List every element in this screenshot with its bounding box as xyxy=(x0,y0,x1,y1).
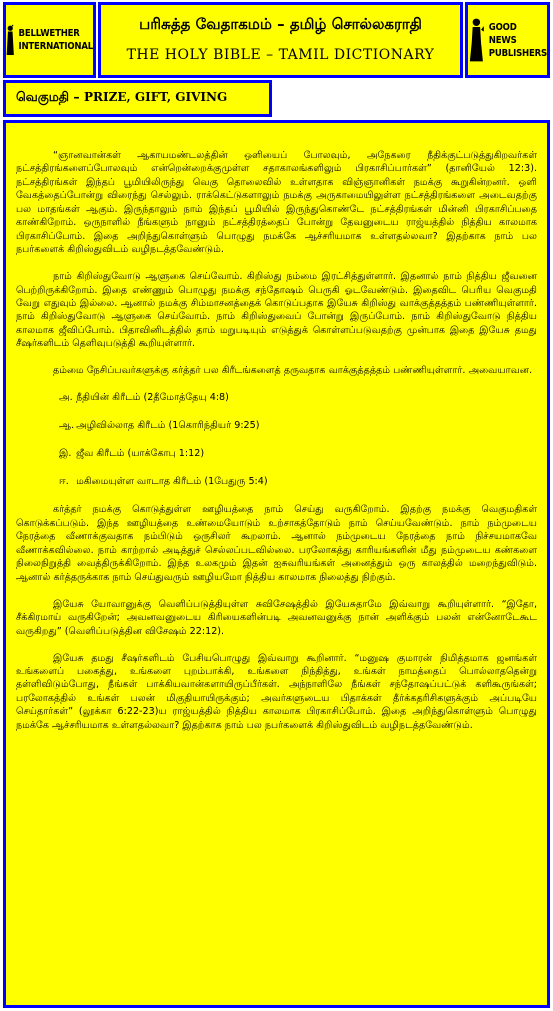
topic-separator: – xyxy=(73,89,80,104)
paragraph-stars: “ஞானவான்கள் ஆகாயமண்டலத்தின் ஒளியைப் போலவும், அநேகரை நீதிக்குட்படுத்துகிறவர்கள் நட்சத்திரங்களைப்போலவும் என்றென்றைக்குமுள்ள சதாகாலங்களிலும் பிரகாசிப்பார்கள்” (தானியேல் 12:3). நட்சத்திரங்கள் இந்தப் பூமியிலிருந்து வெகு தொலைவில் உள்ளதாக விஞ்ஞானிகள் நமக்கு கூறுகின்றனர். ஒளி வேகத்தைப்போன்று விரைந்து செல்லும். ராக்கெட்டுகளாலும் நமக்கு அருகாமையிலுள்ள நட்சத்திரங்களை அடைவதற்கு பல மாதங்கள் ஆகும். இருந்தாலும் நாம் இந்தப் பூமியில் இருந்துகொண்டே நட்சத்திரங்கள் மின்னி பிரகாசிப்பதை காண்கிறோம். ஒருநாளில் நீங்களும் நானும் நட்சத்திரத்தைப் போன்று தேவனுடைய ராஜ்யத்தில் நித்திய காலமாக பிரகாசிப்போம். இதை அறிந்துகொள்ளும் பொழுது நமக்கே ஆச்சரியமாக உள்ளதல்லவா? இதற்காக நாம் பல நபர்களைக் கிறிஸ்துவிடம் வழிநடத்தவேண்டும். xyxy=(16,150,537,256)
crown-item xyxy=(16,447,537,460)
topic-box xyxy=(3,80,272,117)
topic-heading xyxy=(6,83,269,106)
paragraph-reign: நாம் கிறிஸ்துவோடு ஆளுகை செய்வோம். கிறிஸ்து நம்மை இரட்சித்துள்ளார். இதனால் நாம் நித்திய ஜீவனை பெற்றிருக்கிறோம். இதை எண்ணும் பொழுது நமக்கு சந்தோஷம் பெருகி ஓடவேண்டும். இதைவிட பெரிய வெகுமதி வேறு எதுவும் இல்லை. ஆனால் நமக்கு சிம்மாசனத்தைக் கொடுப்பதாக இயேசு கிறிஸ்து வாக்குத்தத்தம் பண்ணியுள்ளார். நாம் கிறிஸ்துவோடு ஆளுகை செய்வோம். நாம் கிறிஸ்துவைப் போன்று இருப்போம். நாம் கிறிஸ்துவோடு நித்திய காலமாக ஜீவிப்போம். பிதாவினிடத்தில் தாம் மறுபடியும் எடுத்துக் கொள்ளப்படுவதற்கு முன்பாக இதை இயேசு தமது சீஷர்களிடம் தெளிவுபடுத்தி கூறியுள்ளார். xyxy=(16,271,537,350)
topic-english: PRIZE, GIFT, GIVING xyxy=(84,90,228,104)
bellwether-logo xyxy=(3,2,96,78)
topic-tamil: வெகுமதி xyxy=(16,89,70,104)
crown-label: ஈ. xyxy=(59,476,69,488)
crown-text: அழிவில்லாத கிரீடம் (1கொரிந்தியர் 9:25) xyxy=(76,420,260,432)
crown-text: மகிமையுள்ள வாடாத கிரீடம் (1பேதுரு 5:4) xyxy=(76,476,268,488)
crown-label: ஆ. xyxy=(59,420,75,432)
title-tamil: பரிசுத்த வேதாகமம் – தமிழ் சொல்லகராதி xyxy=(139,15,422,33)
left-logo-text: BELLWETHER INTERNATIONAL xyxy=(18,28,93,52)
crown-text: நீதியின் கிரீடம் (2தீமோத்தேயு 4:8) xyxy=(76,392,229,404)
good-news-logo xyxy=(465,2,550,78)
paragraph-revelation: இயேசு யோவானுக்கு வெளிப்படுத்தியுள்ள சுவிசேஷத்தில் இயேசுதாமே இவ்வாறு கூறியுள்ளார். “இதோ, சீக்கிரமாய் வருகிறேன்; அவனவனுடைய கிரியைகளின்படி அவனவனுக்கு நான் அளிக்கும் பலன் என்னோடேகூட வருகிறது” (வெளிப்படுத்தின விசேஷம் 22:12). xyxy=(16,598,537,637)
crown-text: ஜீவ கிரீடம் (யாக்கோபு 1:12) xyxy=(76,448,205,460)
article-body xyxy=(3,120,550,1008)
title-english: THE HOLY BIBLE – TAMIL DICTIONARY xyxy=(126,47,435,63)
crown-item xyxy=(16,391,537,404)
messenger-icon xyxy=(468,15,485,65)
shepherd-icon xyxy=(6,15,15,65)
crown-label: அ. xyxy=(59,392,73,404)
right-logo-text: GOOD NEWS PUBLISHERS xyxy=(488,21,547,59)
paragraph-ministry: கர்த்தர் நமக்கு கொடுத்துள்ள ஊழியத்தை நாம் செய்து வருகிறோம். இதற்கு நமக்கு வெகுமதிகள் கொடுக்கப்படும். இந்த ஊழியத்தை உண்மையோடும் உற்சாகத்தோடும் நாம் செய்யவேண்டும். நாம் நம்முடைய நேரத்தை வீணாக்குவதாக நம்பிடும் ஒருசிலர் கூறலாம். ஆனால் நம்முடைய நேரத்தை நாம் நிச்சயமாகவே வீணாக்கவில்லை. நாம் காற்றால் அடித்துச் செல்லப்படவில்லை. பரலோகத்து காரியங்களின் மீது நம்முடைய கண்களை நிலைநிறுத்தி வைத்திருக்கிறோம். இந்த உலகமும் இதன் ஐசுவரியங்கள் அனைத்தும் ஒரு காலத்தில் மறைந்துவிடும். ஆனால் கர்த்தருக்காக நாம் செய்துவரும் ஊழியமோ நித்திய காலமாக நிலைத்து நிற்கும். xyxy=(16,504,537,583)
header-title-box xyxy=(98,2,463,78)
crown-item xyxy=(16,475,537,488)
paragraph-luke: இயேசு தமது சீஷர்களிடம் பேசியபொழுது இவ்வாறு கூறினார். “மனுஷ குமாரன் நிமித்தமாக ஜனங்கள் உங்களைப் பகைத்து, உங்களை புறம்பாக்கி, உங்களை நிந்தித்து, உங்கள் நாமத்தைப் பொல்லாததென்று தள்ளிவிடும்போது, நீங்கள் பாக்கியவான்களாயிருப்பீர்கள். அந்நாளிலே நீங்கள் சந்தோஷப்பட்டுக் களிகூருங்கள்; பரலோகத்தில் உங்கள் பலன் மிகுதியாயிருக்கும்; அவர்களுடைய பிதாக்கள் தீர்க்கதரிசிகளுக்கும் அப்படியே செய்தார்கள்” (லூக்கா 6:22-23)ய ராஜ்யத்தில் நித்திய காலமாக பிரகாசிப்போம். இதை அறிந்துகொள்ளும் பொழுது நமக்கே ஆச்சரியமாக உள்ளதல்லவா? இதற்காக நாம் பல நபர்களைக் கிறிஸ்துவிடம் வழிநடத்தவேண்டும். xyxy=(16,652,537,731)
crown-item xyxy=(16,419,537,432)
paragraph-crowns-intro: தம்மை நேசிப்பவர்களுக்கு கர்த்தர் பல கிரீடங்களைத் தருவதாக வாக்குத்தத்தம் பண்ணியுள்ளார். அவையாவன. xyxy=(53,365,533,377)
crown-label: இ. xyxy=(59,448,72,460)
